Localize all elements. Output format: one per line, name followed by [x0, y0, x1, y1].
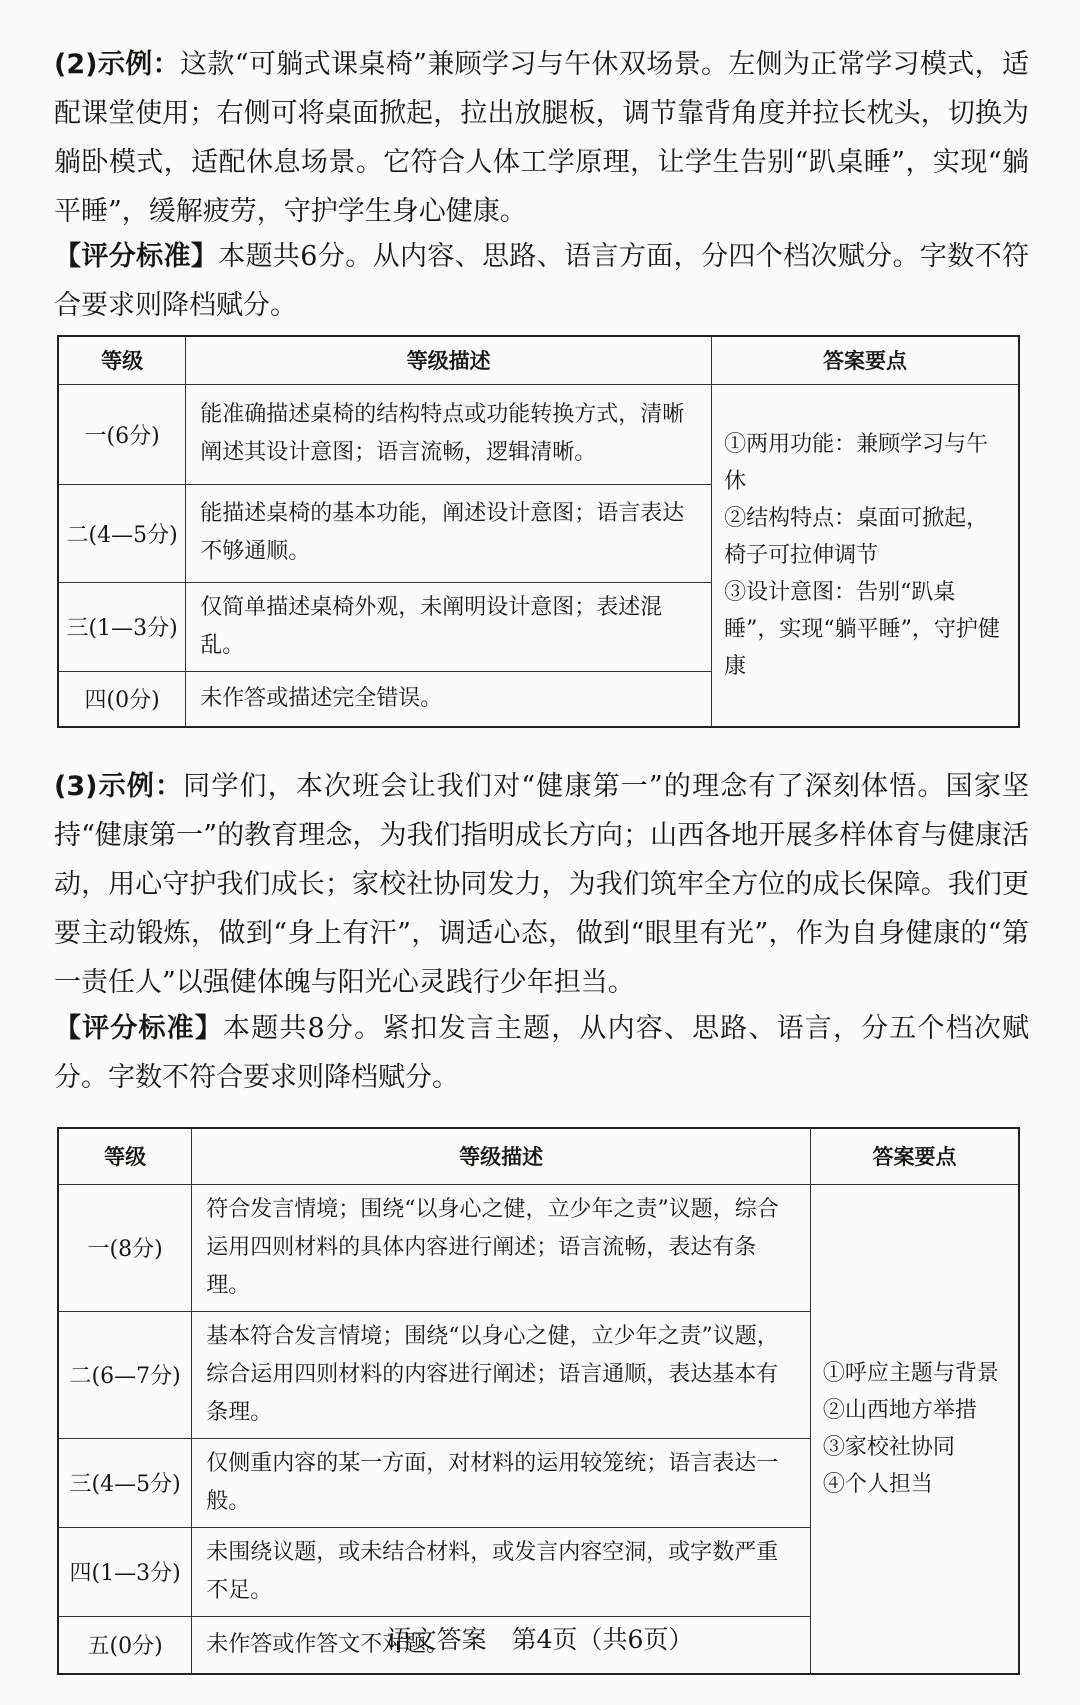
q3-example-text: 同学们，本次班会让我们对“健康第一”的理念有了深刻体悟。国家坚持“健康第一”的教育理念，为我们指明成长方向；山西各地开展多样体育与健康活动，用心守护我们成长；家校社协同发力，为我们筑牢全方位的成长保障。我们更要主动锻炼，做到“身上有汗”，调适心态，做到“眼里有光”，作为自身健康的“第一责任人”以强健体魄与阳光心灵践行少年担当。	[54, 771, 1030, 998]
page-footer: 语文答案 第4页（共6页）	[386, 1625, 694, 1654]
q2-criteria	[54, 232, 1029, 330]
q3-point-3: ③家校社协同	[822, 1434, 955, 1460]
q2-answer-points	[712, 384, 1019, 727]
q3-criteria	[54, 1004, 1029, 1102]
q3-table-row	[58, 1184, 1019, 1311]
q2-level-3: 三(1—3分)	[58, 582, 186, 671]
q3-point-4: ④个人担当	[822, 1471, 933, 1497]
q2-table-row	[58, 384, 1019, 484]
q3-desc-3: 仅侧重内容的某一方面，对材料的运用较笼统；语言表达一般。	[192, 1438, 811, 1527]
q3-criteria-text: 本题共8分。紧扣发言主题，从内容、思路、语言，分五个档次赋分。字数不符合要求则降档赋分。	[54, 1013, 1029, 1093]
q3-point-1: ①呼应主题与背景	[822, 1360, 999, 1386]
q2-example-label: (2)示例：	[54, 49, 180, 80]
q2-table-header-row	[58, 336, 1019, 384]
q2-desc-2: 能描述桌椅的基本功能，阐述设计意图；语言表达不够通顺。	[186, 484, 712, 582]
q2-level-4: 四(0分)	[58, 671, 186, 727]
q3-level-4: 四(1—3分)	[58, 1527, 192, 1616]
q2-desc-4: 未作答或描述完全错误。	[186, 671, 712, 727]
q2-level-1: 一(6分)	[58, 384, 186, 484]
q2-point-1: ①两用功能：兼顾学习与午休	[724, 431, 989, 494]
q2-point-2: ②结构特点：桌面可掀起，椅子可拉伸调节	[724, 505, 989, 568]
q3-level-5: 五(0分)	[58, 1616, 192, 1674]
q3-level-3: 三(4—5分)	[58, 1438, 192, 1527]
q2-point-3: ③设计意图：告别“趴桌睡”，实现“躺平睡”，守护健康	[724, 579, 1000, 679]
q3-criteria-label: 【评分标准】	[54, 1013, 224, 1044]
q2-header-level: 等级	[58, 336, 186, 384]
q2-example-text: 这款“可躺式课桌椅”兼顾学习与午休双场景。左侧为正常学习模式，适配课堂使用；右侧可将桌面掀起，拉出放腿板，调节靠背角度并拉长枕头，切换为躺卧模式，适配休息场景。它符合人体工学原理，让学生告别“趴桌睡”，实现“躺平睡”，缓解疲劳，守护学生身心健康。	[54, 49, 1030, 227]
q3-table-header-row	[58, 1128, 1019, 1184]
q2-example	[54, 40, 1029, 236]
q2-desc-3: 仅简单描述桌椅外观，未阐明设计意图；表述混乱。	[186, 582, 712, 671]
q3-example	[54, 762, 1029, 1007]
q3-header-points: 答案要点	[810, 1128, 1019, 1184]
q3-desc-1: 符合发言情境；围绕“以身心之健，立少年之责”议题，综合运用四则材料的具体内容进行阐述；语言流畅，表达有条理。	[192, 1184, 811, 1311]
q2-header-desc: 等级描述	[186, 336, 712, 384]
q2-grading-table	[57, 335, 1020, 728]
q3-grading-table	[57, 1127, 1020, 1675]
q3-desc-2: 基本符合发言情境；围绕“以身心之健，立少年之责”议题，综合运用四则材料的内容进行阐述；语言通顺，表达基本有条理。	[192, 1311, 811, 1438]
q2-criteria-text: 本题共6分。从内容、思路、语言方面，分四个档次赋分。字数不符合要求则降档赋分。	[54, 241, 1029, 321]
q3-answer-points	[810, 1184, 1019, 1674]
q2-criteria-label: 【评分标准】	[54, 241, 219, 272]
q3-desc-5: 未作答或作答文不对题。	[192, 1616, 811, 1674]
q3-header-desc: 等级描述	[192, 1128, 811, 1184]
q3-level-1: 一(8分)	[58, 1184, 192, 1311]
q3-level-2: 二(6—7分)	[58, 1311, 192, 1438]
q3-header-level: 等级	[58, 1128, 192, 1184]
q3-example-label: (3)示例：	[54, 771, 184, 802]
q2-desc-1: 能准确描述桌椅的结构特点或功能转换方式，清晰阐述其设计意图；语言流畅，逻辑清晰。	[186, 384, 712, 484]
q3-point-2: ②山西地方举措	[822, 1397, 977, 1423]
q2-header-points: 答案要点	[712, 336, 1019, 384]
q2-level-2: 二(4—5分)	[58, 484, 186, 582]
q3-desc-4: 未围绕议题，或未结合材料，或发言内容空洞，或字数严重不足。	[192, 1527, 811, 1616]
